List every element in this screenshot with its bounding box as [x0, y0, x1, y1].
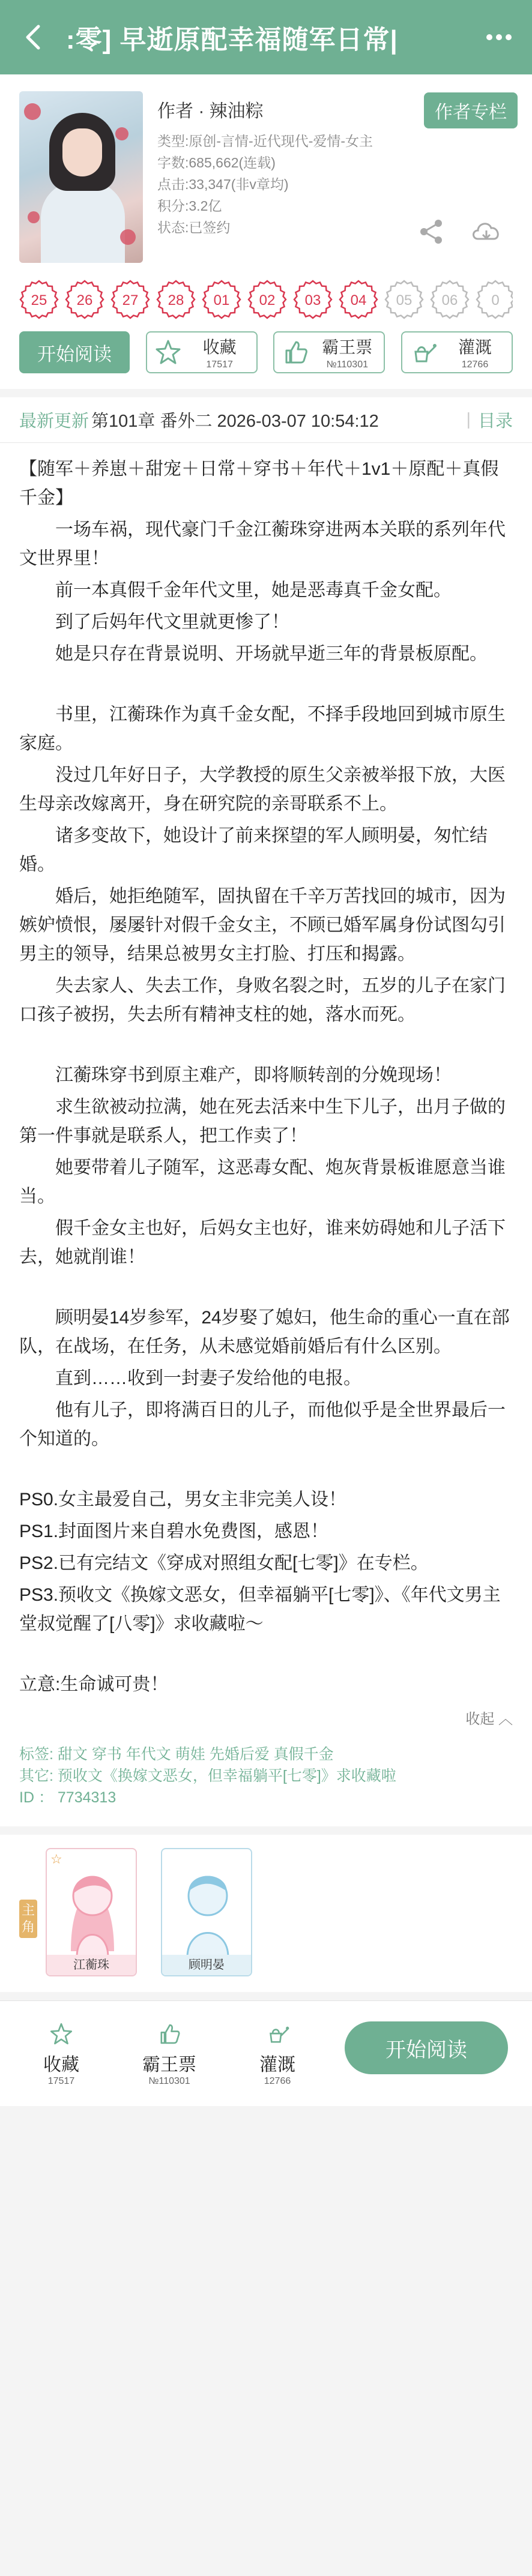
author-name[interactable]: 作者 · 辣油粽 [157, 101, 264, 121]
synopsis-paragraph: 失去家人、失去工作，身败名裂之时，五岁的儿子在家门口孩子被拐，失去所有精神支柱的她，落水而死。 [19, 976, 506, 1025]
book-motto: 立意:生命诚可贵！ [19, 1675, 169, 1694]
bottom-collect-label: 收藏 [43, 2054, 79, 2075]
character-name: 顾明晏 [162, 1955, 251, 1975]
update-day-label: 04 [350, 292, 367, 308]
synopsis-paragraph: 求生欲被动拉满，她在死去活来中生下儿子，出月子做的第一件事就是联系人，把工作卖了！ [19, 1097, 506, 1146]
ps-note: PS2.已有完结文《穿成对照组女配[七零]》在专栏。 [19, 1553, 429, 1573]
synopsis-paragraph: 到了后妈年代文里就更惨了！ [55, 612, 289, 632]
synopsis-paragraph: 婚后，她拒绝随军，固执留在千辛万苦找回的城市，因为嫉妒愤恨，屡屡针对假千金女主，不顾已婚军属身份试图勾引男主的领导，结果总被男女主打脸、打压和揭露。 [19, 886, 506, 964]
more-button[interactable] [466, 0, 532, 74]
collect-count: 17517 [206, 360, 233, 370]
synopsis-paragraph: 江蘅珠穿书到原主难产，即将顺转剖的分娩现场！ [55, 1065, 452, 1085]
latest-update-row[interactable] [0, 397, 532, 443]
update-day-label: 02 [259, 292, 276, 308]
bottom-collect-count: 17517 [47, 2075, 75, 2086]
more-dots-icon [486, 34, 512, 41]
book-status: 状态:已签约 [157, 220, 231, 235]
cover-flower [24, 103, 41, 120]
book-cover[interactable] [19, 91, 143, 263]
irrigate-button[interactable] [401, 331, 513, 373]
tags-value[interactable]: 甜文 穿书 年代文 萌娃 先婚后爱 真假千金 [57, 1746, 334, 1763]
update-day-inactive [476, 280, 513, 319]
blank-line [19, 1275, 513, 1304]
book-info [0, 74, 532, 389]
character-name: 江蘅珠 [47, 1955, 136, 1975]
book-type: 类型:原创-言情-近代现代-爱情-女主 [157, 133, 373, 149]
update-day-label: 28 [168, 292, 184, 308]
synopsis-paragraph: 书里，江蘅珠作为真千金女配，不择手段地回到城市原生家庭。 [19, 705, 506, 753]
page-title: :零] 早逝原配幸福随军日常| [66, 25, 398, 55]
update-day-active [19, 280, 59, 319]
other-value: 预收文《换嫁文恶女，但幸福躺平[七零]》求收藏啦 [57, 1768, 396, 1784]
cover-figure-face [62, 128, 102, 176]
cover-figure-dress [41, 181, 125, 263]
blank-line [19, 1642, 513, 1670]
update-day-active [202, 280, 241, 319]
update-day-inactive [384, 280, 424, 319]
role-tag: 主角 [19, 1900, 37, 1938]
blank-line [19, 672, 513, 700]
back-arrow-icon [23, 24, 43, 50]
character-card-female[interactable] [46, 1848, 137, 1976]
tags-block [19, 1744, 513, 1808]
author-column-button[interactable]: 作者专栏 [424, 92, 518, 128]
bawang-count: №110301 [326, 360, 368, 370]
update-day-label: 06 [441, 292, 458, 308]
synopsis-tags-line: 【随军＋养崽＋甜宠＋日常＋穿书＋年代＋1v1＋原配＋真假千金】 [19, 459, 499, 508]
bawang-label: 霸王票 [322, 338, 373, 357]
update-day-label: 0 [491, 292, 500, 308]
bottom-irrigate-count: 12766 [264, 2075, 291, 2086]
update-calendar [19, 277, 513, 322]
bottom-bar [0, 2000, 532, 2106]
irrigate-count: 12766 [461, 360, 489, 370]
synopsis-paragraph: 假千金女主也好，后妈女主也好，谁来妨碍她和儿子活下去，她就削谁！ [19, 1218, 506, 1267]
bottom-bawang-button[interactable] [127, 2021, 211, 2087]
thumbs-up-icon [280, 337, 310, 367]
book-words: 字数:685,662(连载) [157, 155, 276, 170]
update-day-label: 27 [122, 292, 139, 308]
bawang-ticket-button[interactable] [273, 331, 385, 373]
cover-flower [120, 229, 136, 245]
cover-flower [28, 211, 40, 223]
synopsis-paragraph: 诸多变故下，她设计了前来探望的军人顾明晏，匆忙结婚。 [19, 826, 488, 874]
blank-line [19, 1032, 513, 1061]
star-icon [153, 337, 183, 367]
ps-note: PS0.女主最爱自己，男女主非完美人设！ [19, 1490, 347, 1509]
star-icon: ☆ [50, 1852, 62, 1867]
thumbs-up-icon [156, 2021, 183, 2047]
top-bar [0, 0, 532, 74]
male-avatar-icon [162, 1849, 252, 1957]
synopsis-paragraph: 前一本真假千金年代文里，她是恶毒真千金女配。 [55, 580, 452, 600]
tags-key: 标签: [19, 1746, 53, 1763]
collect-label: 收藏 [202, 338, 237, 357]
synopsis-paragraph: 她要带着儿子随军，这恶毒女配、炮灰背景板谁愿意当谁当。 [19, 1158, 506, 1206]
update-day-label: 26 [76, 292, 93, 308]
cloud-download-icon [470, 216, 503, 247]
bottom-irrigate-label: 灌溉 [259, 2054, 295, 2075]
bottom-bawang-count: №110301 [148, 2075, 190, 2086]
synopsis-paragraph: 她是只存在背景说明、开场就早逝三年的背景板原配。 [55, 644, 488, 664]
start-reading-button[interactable]: 开始阅读 [19, 331, 130, 373]
ps-note: PS1.封面图片来自碧水免费图，感恩！ [19, 1521, 329, 1541]
latest-chapter[interactable]: 第101章 番外二 2026-03-07 10:54:12 [91, 412, 379, 431]
bottom-start-reading-button[interactable]: 开始阅读 [345, 2021, 508, 2074]
id-value: 7734313 [57, 1789, 116, 1806]
update-day-active [65, 280, 104, 319]
back-button[interactable] [0, 0, 66, 74]
latest-update-label: 最新更新 [19, 412, 89, 431]
bottom-irrigate-button[interactable] [235, 2021, 319, 2087]
id-key: ID ： [19, 1789, 53, 1806]
book-meta [157, 91, 513, 263]
collapse-button[interactable]: 收起 ︿ [465, 1711, 513, 1727]
update-day-active [247, 280, 287, 319]
update-day-inactive [430, 280, 470, 319]
update-day-active [339, 280, 378, 319]
other-key: 其它: [19, 1768, 53, 1784]
characters-section [0, 1835, 532, 1992]
synopsis [0, 443, 532, 1826]
share-icon [416, 216, 447, 247]
separator: | [466, 410, 471, 429]
star-icon [48, 2021, 74, 2047]
update-day-label: 05 [396, 292, 413, 308]
ps-note: PS3.预收文《换嫁文恶女，但幸福躺平[七零]》、《年代文男主堂叔觉醒了[八零]》求收藏啦～ [19, 1585, 501, 1634]
section-divider [0, 389, 532, 397]
action-row [19, 322, 513, 389]
download-button[interactable] [470, 216, 501, 247]
cover-flower [115, 127, 128, 140]
irrigate-label: 灌溉 [458, 338, 492, 357]
update-day-label: 25 [31, 292, 47, 308]
collect-button[interactable] [146, 331, 258, 373]
book-clicks: 点击:33,347(非v章均) [157, 176, 289, 192]
synopsis-paragraph: 没过几年好日子，大学教授的原生父亲被举报下放，大医生母亲改嫁离开，身在研究院的亲哥联系不上。 [19, 765, 506, 814]
watering-can-icon [408, 337, 438, 367]
synopsis-paragraph: 顾明晏14岁参军，24岁娶了媳妇，他生命的重心一直在部队，在战场，在任务，从未感觉婚前婚后有什么区别。 [19, 1308, 510, 1356]
update-day-label: 01 [213, 292, 230, 308]
character-card-male[interactable] [161, 1848, 252, 1976]
bottom-bawang-label: 霸王票 [142, 2054, 196, 2075]
blank-line [19, 1457, 513, 1485]
bottom-collect-button[interactable] [19, 2021, 103, 2087]
synopsis-paragraph: 直到……收到一封妻子发给他的电报。 [55, 1368, 361, 1388]
update-day-active [110, 280, 150, 319]
synopsis-paragraph: 他有儿子，即将满百日的儿子，而他似乎是全世界最后一个知道的。 [19, 1400, 506, 1449]
share-button[interactable] [416, 216, 447, 247]
book-score: 积分:3.2亿 [157, 198, 222, 214]
update-day-active [156, 280, 196, 319]
synopsis-paragraph: 一场车祸，现代豪门千金江蘅珠穿进两本关联的系列年代文世界里！ [19, 520, 506, 568]
update-day-label: 03 [304, 292, 321, 308]
update-day-active [293, 280, 333, 319]
section-divider [0, 1826, 532, 1835]
watering-can-icon [264, 2021, 291, 2047]
directory-link[interactable]: 目录 [477, 412, 513, 431]
